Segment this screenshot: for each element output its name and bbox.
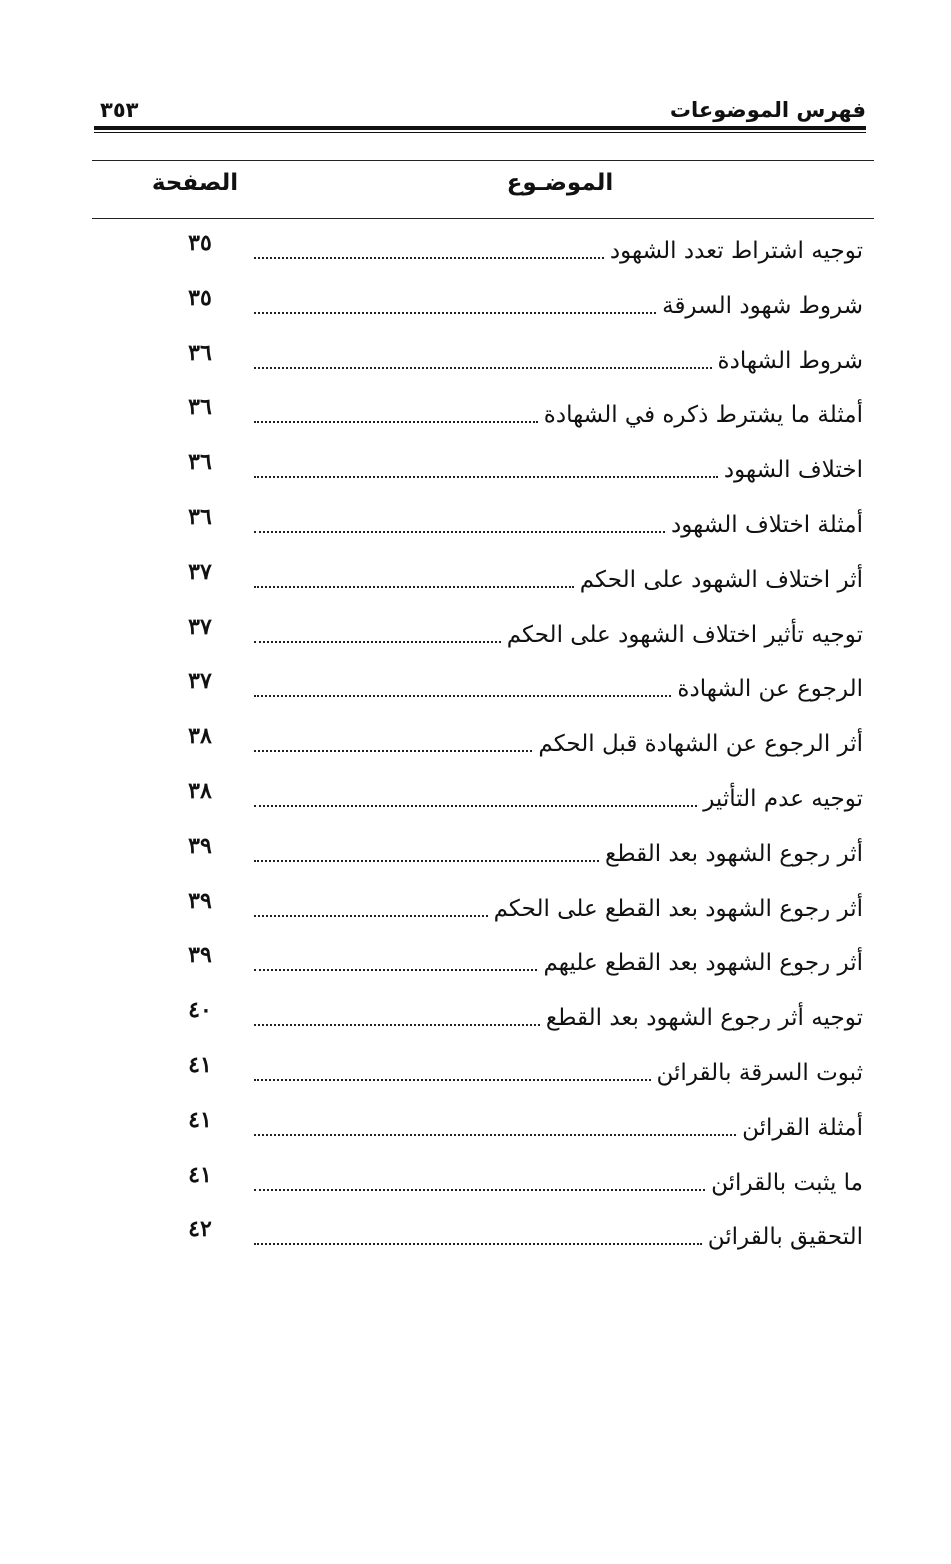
toc-entry-line bbox=[250, 1214, 863, 1254]
toc-entry-line bbox=[250, 995, 863, 1035]
toc-entry-title: الرجوع عن الشهادة bbox=[677, 676, 863, 703]
toc-entry-page: ٣٩ bbox=[188, 942, 212, 969]
toc-entry bbox=[0, 934, 951, 988]
toc-entry-line bbox=[250, 1160, 863, 1200]
dot-leader bbox=[254, 531, 665, 533]
toc-entry-line bbox=[250, 940, 863, 980]
dot-leader bbox=[254, 476, 718, 478]
toc-entry bbox=[0, 770, 951, 824]
toc-entry-title: أثر رجوع الشهود بعد القطع عليهم bbox=[543, 950, 863, 977]
toc-entry-page: ٤٢ bbox=[188, 1216, 212, 1243]
toc-entry-title: أثر اختلاف الشهود على الحكم bbox=[579, 566, 863, 593]
toc-entry bbox=[0, 441, 951, 495]
toc-entry bbox=[0, 222, 951, 276]
toc-entry-page: ٣٧ bbox=[188, 558, 212, 585]
toc-entry bbox=[0, 277, 951, 331]
toc-entry-page: ٤١ bbox=[188, 1106, 212, 1133]
toc-entry-page: ٣٩ bbox=[188, 832, 212, 859]
toc-entry bbox=[0, 1044, 951, 1098]
toc-entry-line bbox=[250, 1105, 863, 1145]
toc-entry bbox=[0, 332, 951, 386]
toc-entry-title: التحقيق بالقرائن bbox=[707, 1224, 863, 1251]
toc-entry-line bbox=[250, 392, 863, 432]
dot-leader bbox=[254, 750, 532, 752]
toc-entry-page: ٣٩ bbox=[188, 887, 212, 914]
toc-entry bbox=[0, 1208, 951, 1262]
toc-entry bbox=[0, 989, 951, 1043]
dot-leader bbox=[254, 695, 671, 697]
toc-entry-page: ٣٥ bbox=[188, 284, 212, 311]
toc-entry-title: شروط الشهادة bbox=[717, 347, 863, 374]
toc-entry bbox=[0, 1099, 951, 1153]
dot-leader bbox=[254, 860, 599, 862]
toc-entry-line bbox=[250, 886, 863, 926]
dot-leader bbox=[254, 1243, 702, 1245]
toc-entry-page: ٣٥ bbox=[188, 230, 212, 256]
dot-leader bbox=[254, 367, 712, 369]
toc-entry-line bbox=[250, 557, 863, 597]
toc-entry-page: ٣٦ bbox=[188, 504, 212, 530]
toc-entry-page: ٣٨ bbox=[188, 778, 212, 804]
toc-entry-title: أمثلة القرائن bbox=[742, 1114, 863, 1141]
dot-leader bbox=[254, 1189, 705, 1191]
toc-entry-page: ٣٦ bbox=[188, 394, 212, 421]
toc-entry bbox=[0, 386, 951, 440]
toc-entry-line bbox=[250, 721, 863, 761]
column-heading-page: الصفحة bbox=[151, 170, 239, 196]
toc-entry-line bbox=[250, 831, 863, 871]
dot-leader bbox=[254, 969, 537, 971]
toc-entry bbox=[0, 660, 951, 714]
toc-entry-line bbox=[250, 228, 863, 268]
toc-entry-title: توجيه تأثير اختلاف الشهود على الحكم bbox=[506, 621, 863, 648]
toc-entry-title: ما يثبت بالقرائن bbox=[711, 1169, 863, 1196]
toc-entry bbox=[0, 715, 951, 769]
toc-entry-title: أثر رجوع الشهود بعد القطع bbox=[604, 840, 863, 867]
toc-entry-page: ٣٨ bbox=[188, 723, 212, 750]
dot-leader bbox=[254, 641, 501, 643]
toc-entry-title: توجيه عدم التأثير bbox=[703, 786, 863, 812]
toc-entry-title: ثبوت السرقة بالقرائن bbox=[656, 1060, 863, 1086]
toc-entry-title: توجيه أثر رجوع الشهود بعد القطع bbox=[545, 1005, 863, 1032]
toc-entry-line bbox=[250, 447, 863, 487]
toc-entry-title: أمثلة ما يشترط ذكره في الشهادة bbox=[543, 402, 863, 429]
column-header-bottom-rule bbox=[92, 218, 874, 219]
column-header-top-rule bbox=[92, 160, 874, 161]
toc-entry-line bbox=[250, 502, 863, 542]
toc-entry-page: ٣٦ bbox=[188, 339, 212, 366]
toc-entry-page: ٣٧ bbox=[188, 613, 212, 640]
toc-entry-line bbox=[250, 776, 863, 816]
toc-entry-page: ٤١ bbox=[188, 1161, 212, 1188]
toc-entry-title: توجيه اشتراط تعدد الشهود bbox=[609, 238, 863, 264]
header-page-number: ٣٥٣ bbox=[100, 98, 139, 122]
dot-leader bbox=[254, 1024, 540, 1026]
dot-leader bbox=[254, 421, 538, 423]
toc-entry bbox=[0, 606, 951, 660]
dot-leader bbox=[254, 1079, 651, 1081]
header-title: فهرس الموضوعات bbox=[669, 98, 866, 122]
toc-entry-title: اختلاف الشهود bbox=[723, 457, 863, 484]
header-rule bbox=[94, 126, 866, 133]
dot-leader bbox=[254, 915, 488, 917]
toc-entry-title: شروط شهود السرقة bbox=[662, 292, 863, 319]
toc-entry-line bbox=[250, 1050, 863, 1090]
toc-entry-line bbox=[250, 338, 863, 378]
dot-leader bbox=[254, 1134, 736, 1136]
toc-entry-page: ٤١ bbox=[188, 1052, 212, 1078]
toc-entry-line bbox=[250, 666, 863, 706]
dot-leader bbox=[254, 805, 697, 807]
toc-entry-page: ٣٧ bbox=[188, 668, 212, 695]
toc-entry bbox=[0, 825, 951, 879]
dot-leader bbox=[254, 257, 604, 259]
toc-entry-page: ٣٦ bbox=[188, 449, 212, 476]
toc-entry-line bbox=[250, 283, 863, 323]
dot-leader bbox=[254, 586, 574, 588]
toc-entry bbox=[0, 1154, 951, 1208]
toc-entry bbox=[0, 496, 951, 550]
toc-entry-line bbox=[250, 612, 863, 652]
dot-leader bbox=[254, 312, 656, 314]
toc-entry-title: أثر الرجوع عن الشهادة قبل الحكم bbox=[538, 731, 863, 758]
column-heading-topic: الموضـوع bbox=[506, 170, 614, 196]
toc-entry-title: أمثلة اختلاف الشهود bbox=[671, 512, 863, 538]
toc-entry-page: ٤٠ bbox=[188, 997, 212, 1024]
toc-entry bbox=[0, 880, 951, 934]
toc-entry-title: أثر رجوع الشهود بعد القطع على الحكم bbox=[493, 895, 863, 922]
toc-entry bbox=[0, 551, 951, 605]
